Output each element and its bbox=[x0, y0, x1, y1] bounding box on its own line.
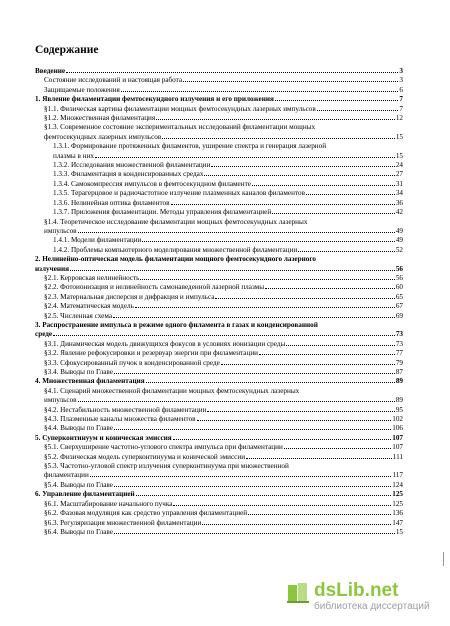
toc-leader-dots bbox=[136, 494, 392, 496]
toc-entry-row bbox=[35, 509, 403, 518]
toc-entry-title: §4.3. Плазменные каналы множества филаментов bbox=[44, 415, 196, 424]
toc-entry-title-line2: излучения bbox=[35, 264, 70, 273]
watermark-logo: dsLib.net bbox=[314, 580, 399, 601]
toc-entry-title: §2.3. Материальная дисперсия и дифракция и импульса bbox=[44, 292, 215, 301]
toc-leader-dots bbox=[173, 504, 391, 506]
toc-entry-row bbox=[35, 302, 403, 311]
toc-entry-title: 4. Множественная филаментация bbox=[35, 377, 145, 386]
toc-entry-row bbox=[35, 368, 403, 377]
toc-entry-row bbox=[35, 199, 403, 208]
toc-entry-row bbox=[35, 105, 403, 114]
toc-entry-row bbox=[35, 114, 403, 123]
toc-leader-dots bbox=[53, 334, 395, 336]
toc-entry-row bbox=[35, 312, 403, 321]
toc-entry-row bbox=[35, 274, 403, 283]
toc-entry-title: 1.3.2. Исследования множественной филаментации bbox=[53, 161, 211, 170]
toc-entry-row bbox=[35, 227, 403, 236]
toc-entry-row bbox=[35, 443, 403, 452]
toc-entry-title-line2: импульсов bbox=[44, 396, 77, 405]
toc-page-number: 117 bbox=[392, 471, 403, 480]
toc-leader-dots bbox=[114, 532, 395, 534]
toc-leader-dots bbox=[197, 419, 392, 421]
toc-leader-dots bbox=[202, 523, 391, 525]
toc-chapter-row bbox=[35, 434, 403, 443]
toc-entry-title-line1: §5.3. Частотно-угловой спектр излучения суперконтинуума при множественной bbox=[44, 462, 289, 471]
toc-page-number: 36 bbox=[395, 198, 403, 207]
toc-page-number: 12 bbox=[395, 114, 403, 123]
toc-page-number: 147 bbox=[392, 518, 403, 527]
toc-leader-dots bbox=[204, 174, 394, 176]
toc-entry-row bbox=[35, 415, 403, 424]
toc-leader-dots bbox=[207, 410, 394, 412]
page-edge-mark bbox=[435, 552, 444, 566]
toc-leader-dots bbox=[113, 316, 395, 318]
toc-page-number: 56 bbox=[395, 273, 403, 282]
toc-entry-title-line2: плазмы в них bbox=[53, 151, 95, 160]
toc-leader-dots bbox=[272, 212, 395, 214]
toc-entry-title: §3.1. Динамическая модель движущихся фокусов в условиях ионизации среды bbox=[44, 339, 286, 348]
toc-leader-dots bbox=[173, 438, 392, 440]
toc-entry-title: §2.1. Керровская нелинейность bbox=[44, 273, 140, 282]
toc-entry-row bbox=[35, 76, 403, 85]
toc-entry-row bbox=[35, 265, 403, 274]
toc-page-number: 7 bbox=[399, 104, 403, 113]
toc-page-number: 49 bbox=[395, 226, 403, 235]
toc-entry-row bbox=[35, 180, 403, 189]
toc-page-number: 31 bbox=[395, 179, 403, 188]
toc-leader-dots bbox=[286, 344, 394, 346]
toc-leader-dots bbox=[135, 306, 395, 308]
watermark-subtitle: библиотека диссертаций bbox=[314, 601, 430, 612]
toc-page-number: 56 bbox=[395, 264, 403, 273]
toc-entry-title: §2.2. Фотоионизация и нелинейность самонаведенной лазерной плазмы bbox=[44, 283, 265, 292]
toc-entry-title-line1: §1.4. Теоретическое исследование филаментации мощных фемтосекундных лазерных bbox=[44, 217, 308, 226]
toc-page-number: 3 bbox=[399, 76, 403, 85]
toc-leader-dots bbox=[114, 485, 391, 487]
toc-chapter-row bbox=[35, 490, 403, 499]
toc-entry-row bbox=[35, 396, 403, 405]
toc-leader-dots bbox=[70, 269, 395, 271]
toc-leader-dots bbox=[162, 137, 395, 139]
toc-page-number: 136 bbox=[392, 509, 403, 518]
toc-page-number: 15 bbox=[395, 527, 403, 536]
toc-entry-row bbox=[35, 236, 403, 245]
toc-entry-title-line1: 2. Нелинейно-оптическая модель филаментации мощного фемтосекундного лазерного bbox=[35, 255, 316, 264]
toc-page-number: 73 bbox=[395, 339, 403, 348]
toc-leader-dots bbox=[275, 99, 398, 101]
toc-entry-title: §6.4. Выводы по Главе bbox=[44, 527, 113, 536]
toc-chapter-row bbox=[35, 377, 403, 386]
toc-page-number: 107 bbox=[392, 433, 403, 442]
toc-entry-row bbox=[35, 519, 403, 528]
toc-entry-row bbox=[35, 189, 403, 198]
toc-leader-dots bbox=[140, 278, 394, 280]
toc-entry-row bbox=[35, 500, 403, 509]
toc-leader-dots bbox=[221, 363, 395, 365]
toc-leader-dots bbox=[142, 240, 394, 242]
toc-entry-row bbox=[35, 293, 403, 302]
toc-leader-dots bbox=[114, 428, 391, 430]
toc-entry-title-line2: импульсов bbox=[44, 226, 77, 235]
toc-entry-title: §2.5. Численная схема bbox=[44, 311, 113, 320]
toc-entry-row bbox=[35, 406, 403, 415]
toc-page-number: 79 bbox=[395, 358, 403, 367]
toc-page-number: 42 bbox=[395, 208, 403, 217]
toc-chapter-row bbox=[35, 95, 403, 104]
book-stack-icon bbox=[286, 582, 310, 604]
toc-entry-title: 1. Явление филаментации фемтосекундного излучения и его приложения bbox=[35, 95, 274, 104]
toc-entry-title: Состояние исследований и настоящая работа bbox=[44, 76, 183, 85]
toc-entry-title: 1.4.2. Проблемы компьютерного моделирования множественной филаментации bbox=[53, 245, 298, 254]
toc-entry-title-line1: §4.1. Сценарий множественной филаментации мощных фемтосекундных лазерных bbox=[44, 386, 300, 395]
toc-entry-row bbox=[35, 424, 403, 433]
toc-chapter-row bbox=[35, 67, 403, 76]
toc-entry-title: §4.2. Нестабильность множественной филаментации bbox=[44, 405, 207, 414]
toc-entry-title: §5.4. Выводы по Главе bbox=[44, 480, 113, 489]
toc-entry-title: Введение bbox=[35, 67, 66, 75]
toc-page-number: 49 bbox=[395, 236, 403, 245]
toc-page-number: 65 bbox=[395, 292, 403, 301]
toc-entry-title-line1: 1.3.1. Формирование протяженных филаментов, уширение спектра и генерация лазерной bbox=[53, 142, 327, 151]
toc-page-number: 111 bbox=[392, 452, 403, 461]
toc-page-number: 52 bbox=[395, 245, 403, 254]
toc-page-number: 3 bbox=[399, 67, 403, 75]
toc-entry-row bbox=[35, 359, 403, 368]
toc-entry-title: §5.1. Сверхуширение частотно-углового спектра импульса при филаментации bbox=[44, 443, 283, 452]
toc-leader-dots bbox=[306, 193, 395, 195]
toc-page-number: 67 bbox=[395, 302, 403, 311]
toc-leader-dots bbox=[66, 71, 398, 73]
toc-entry-title: Защищаемые положения bbox=[44, 85, 120, 94]
toc-leader-dots bbox=[211, 165, 394, 167]
toc-page-number: 15 bbox=[395, 151, 403, 160]
toc-leader-dots bbox=[78, 400, 395, 402]
toc-entry-title: §6.3. Регуляризация множественной филаментации bbox=[44, 518, 202, 527]
toc-leader-dots bbox=[252, 184, 395, 186]
toc-page-number: 95 bbox=[395, 405, 403, 414]
toc-entry-title: 1.3.3. Филаментация в конденсированных средах bbox=[53, 170, 204, 179]
toc-entry-title-line2: филаментации bbox=[44, 471, 89, 480]
toc-entry-row bbox=[35, 349, 403, 358]
toc-page-number: 106 bbox=[392, 424, 403, 433]
toc-page-number: 73 bbox=[395, 330, 403, 339]
toc-leader-dots bbox=[156, 118, 395, 120]
table-of-contents bbox=[35, 67, 403, 537]
toc-page-number: 102 bbox=[392, 415, 403, 424]
watermark bbox=[286, 580, 436, 614]
toc-leader-dots bbox=[298, 250, 395, 252]
toc-entry-row bbox=[35, 170, 403, 179]
toc-leader-dots bbox=[246, 457, 392, 459]
toc-entry-title: 6. Управление филаментацией bbox=[35, 490, 135, 499]
toc-page-number: 124 bbox=[392, 480, 403, 489]
toc-entry-title: 1.3.7. Приложения филаментации. Методы управления филаментацией bbox=[53, 208, 272, 217]
toc-page-number: 125 bbox=[392, 490, 403, 499]
toc-entry-title: §1.1. Физическая картина филаментации мощных фемтосекундных лазерных импульсов bbox=[44, 104, 316, 113]
toc-leader-dots bbox=[95, 156, 395, 158]
toc-entry-title: 1.3.5. Терагерцовое и радиочастотное излучение плазменных каналов филаментов bbox=[53, 189, 305, 198]
toc-page-number: 87 bbox=[395, 368, 403, 376]
toc-entry-title-line2: среде bbox=[35, 330, 53, 339]
toc-entry-row bbox=[35, 471, 403, 480]
toc-page-number: 6 bbox=[399, 85, 403, 94]
toc-page-number: 89 bbox=[395, 377, 403, 386]
toc-page-number: 69 bbox=[395, 311, 403, 320]
toc-entry-row bbox=[35, 330, 403, 339]
toc-page-number: 60 bbox=[395, 283, 403, 292]
toc-leader-dots bbox=[90, 475, 392, 477]
toc-entry-title: §3.2. Явление рефокусировки и резервуар энергии при филаментации bbox=[44, 349, 259, 358]
toc-entry-title: §6.2. Фазовая модуляция как средство управления филаментацией bbox=[44, 509, 248, 518]
toc-leader-dots bbox=[114, 372, 395, 374]
toc-entry-row bbox=[35, 152, 403, 161]
toc-leader-dots bbox=[317, 109, 399, 111]
toc-entry-title: 1.4.1. Модели филаментации bbox=[53, 236, 142, 245]
page-title: Содержание bbox=[35, 44, 99, 56]
toc-page-number: 24 bbox=[395, 161, 403, 170]
toc-leader-dots bbox=[248, 513, 391, 515]
toc-entry-row bbox=[35, 246, 403, 255]
toc-entry-row bbox=[35, 283, 403, 292]
toc-leader-dots bbox=[259, 353, 395, 355]
toc-leader-dots bbox=[265, 287, 395, 289]
toc-leader-dots bbox=[121, 90, 399, 92]
toc-entry-title: §3.4. Выводы по Главе bbox=[44, 368, 113, 376]
toc-entry-row bbox=[35, 481, 403, 490]
toc-page-number: 34 bbox=[395, 189, 403, 198]
toc-leader-dots bbox=[284, 447, 391, 449]
toc-page-number: 27 bbox=[395, 170, 403, 179]
toc-entry-title: §5.2. Физическая модель суперконтинуума и конической эмиссии bbox=[44, 452, 246, 461]
toc-entry-row bbox=[35, 208, 403, 217]
toc-entry-row bbox=[35, 86, 403, 95]
toc-entry-title: 5. Суперконтинуум и коническая эмиссия bbox=[35, 433, 172, 442]
toc-entry-title-line2: фемтосекундных лазерных импульсов bbox=[44, 132, 162, 141]
toc-entry-row bbox=[35, 453, 403, 462]
toc-entry-title: 1.3.6. Нелинейная оптика филаментов bbox=[53, 198, 170, 207]
toc-entry-row bbox=[35, 133, 403, 142]
toc-leader-dots bbox=[78, 231, 395, 233]
toc-leader-dots bbox=[215, 297, 394, 299]
toc-entry-row bbox=[35, 340, 403, 349]
toc-leader-dots bbox=[183, 80, 398, 82]
toc-entry-title: §2.4. Математическая модель bbox=[44, 302, 134, 311]
toc-entry-row bbox=[35, 161, 403, 170]
toc-entry-title-line1: §1.3. Современное состояние экспериментальных исследований филаментации мощных bbox=[44, 123, 316, 132]
toc-entry-title: §1.2. Множественная филаментация bbox=[44, 114, 156, 123]
toc-page-number: 7 bbox=[399, 95, 403, 104]
toc-entry-row bbox=[35, 528, 403, 537]
toc-entry-title: §4.4. Выводы по Главе bbox=[44, 424, 113, 433]
toc-leader-dots bbox=[146, 381, 395, 383]
toc-entry-title-line1: 3. Распространение импульса в режиме одного филамента в газах и конденсированной bbox=[35, 320, 318, 329]
toc-page-number: 107 bbox=[392, 443, 403, 452]
toc-entry-title: §3.3. Сфокусированный пучок в конденсированной среде bbox=[44, 358, 220, 367]
toc-entry-title: §6.1. Масштабирование начального пучка bbox=[44, 499, 173, 508]
toc-entry-title: 1.3.4. Самокомпрессия импульсов в фемтосекундном филаменте bbox=[53, 179, 251, 188]
toc-page-number: 125 bbox=[392, 499, 403, 508]
toc-page-number: 89 bbox=[395, 396, 403, 405]
toc-page-number: 77 bbox=[395, 349, 403, 358]
toc-page-number: 15 bbox=[395, 132, 403, 141]
toc-leader-dots bbox=[171, 203, 395, 205]
